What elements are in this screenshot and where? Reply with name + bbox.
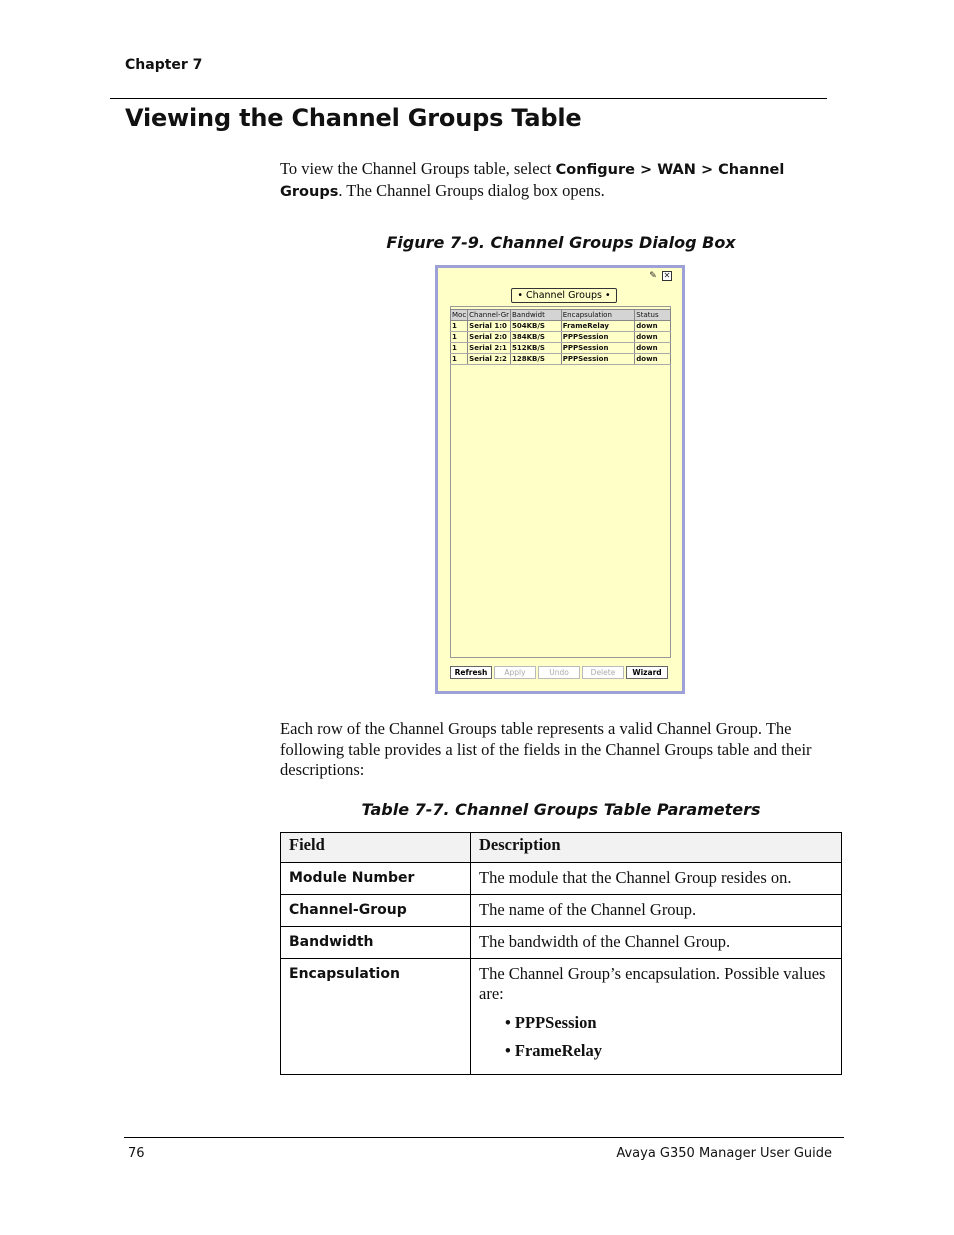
grid-header-row xyxy=(451,310,671,321)
grid-cell: 512KB/S xyxy=(511,343,562,354)
grid-cell: PPPSession xyxy=(561,343,635,354)
intro-paragraph xyxy=(280,159,845,202)
field-name: Channel-Group xyxy=(281,895,471,927)
grid-cell: down xyxy=(635,332,671,343)
guide-name: Avaya G350 Manager User Guide xyxy=(616,1146,832,1161)
channel-groups-table xyxy=(450,309,671,365)
values-list xyxy=(479,1012,833,1062)
grid-column-header[interactable]: Bandwidt xyxy=(511,310,562,321)
parameters-header-row xyxy=(281,833,842,863)
grid-cell: Serial 2:1 xyxy=(468,343,511,354)
delete-button[interactable]: Delete xyxy=(582,666,624,679)
footer-rule xyxy=(124,1137,844,1138)
header-rule xyxy=(110,98,827,99)
dialog-toolbar xyxy=(648,271,672,281)
list-item: • PPPSession xyxy=(505,1012,833,1034)
description-paragraph: Each row of the Channel Groups table represents a valid Channel Group. The following table provides a list of the fields in the Channel Groups table and their descriptions: xyxy=(280,719,812,779)
table-row xyxy=(281,895,842,927)
close-icon[interactable]: ✕ xyxy=(663,271,671,280)
grid-column-header[interactable]: Moc xyxy=(452,311,467,319)
grid-column-header[interactable]: Encapsulation xyxy=(561,310,635,321)
field-header: Field xyxy=(281,833,471,863)
grid-cell: Serial 2:2 xyxy=(468,354,511,365)
field-name: Bandwidth xyxy=(281,927,471,959)
field-description: The bandwidth of the Channel Group. xyxy=(471,927,842,959)
grid-cell: 1 xyxy=(451,332,468,343)
wizard-button[interactable]: Wizard xyxy=(626,666,668,679)
grid-cell: PPPSession xyxy=(561,354,635,365)
grid-cell: PPPSession xyxy=(561,332,635,343)
menu-path: Configure > WAN > Channel Groups xyxy=(280,162,785,200)
list-item: • FrameRelay xyxy=(505,1040,833,1062)
grid-cell: 384KB/S xyxy=(511,332,562,343)
field-description-cell xyxy=(471,959,842,1075)
grid-column-header[interactable]: Channel-Gr xyxy=(469,311,509,319)
channel-groups-grid xyxy=(450,306,671,658)
intro-text-after: . The Channel Groups dialog box opens. xyxy=(338,180,605,200)
field-description: The name of the Channel Group. xyxy=(471,895,842,927)
refresh-button[interactable]: Refresh xyxy=(450,666,492,679)
grid-cell: down xyxy=(635,354,671,365)
field-name: Module Number xyxy=(281,863,471,895)
table-row[interactable] xyxy=(451,343,671,354)
parameters-table xyxy=(280,832,842,1075)
grid-cell: 128KB/S xyxy=(511,354,562,365)
page-number: 76 xyxy=(128,1146,145,1161)
undo-button[interactable]: Undo xyxy=(538,666,580,679)
grid-cell: 1 xyxy=(451,354,468,365)
table-row xyxy=(281,959,842,1075)
grid-cell: down xyxy=(635,343,671,354)
table-row xyxy=(281,927,842,959)
grid-cell: 1 xyxy=(451,343,468,354)
intro-text-before: To view the Channel Groups table, select xyxy=(280,159,556,178)
dialog-title-button[interactable]: • Channel Groups • xyxy=(511,288,617,303)
grid-cell: Serial 2:0 xyxy=(468,332,511,343)
grid-column-header[interactable]: Status xyxy=(635,310,671,321)
field-description: The Channel Group’s encapsulation. Possible values are: xyxy=(479,964,826,1003)
grid-cell: 1 xyxy=(451,321,468,332)
chapter-label: Chapter 7 xyxy=(125,57,203,73)
grid-cell: Serial 1:0 xyxy=(468,321,511,332)
table-row[interactable] xyxy=(451,354,671,365)
section-title: Viewing the Channel Groups Table xyxy=(125,104,582,132)
table-row[interactable] xyxy=(451,332,671,343)
table-row[interactable] xyxy=(451,321,671,332)
channel-groups-dialog xyxy=(435,265,685,694)
dialog-button-bar xyxy=(450,666,668,679)
table-caption: Table 7-7. Channel Groups Table Parameters xyxy=(361,800,761,819)
grid-cell: FrameRelay xyxy=(561,321,635,332)
apply-button[interactable]: Apply xyxy=(494,666,536,679)
grid-cell: 504KB/S xyxy=(511,321,562,332)
field-description: The module that the Channel Group resides on. xyxy=(471,863,842,895)
description-header: Description xyxy=(471,833,842,863)
figure-caption: Figure 7-9. Channel Groups Dialog Box xyxy=(386,233,736,252)
grid-cell: down xyxy=(635,321,671,332)
table-row xyxy=(281,863,842,895)
help-icon[interactable]: ✎ xyxy=(649,271,657,281)
field-name: Encapsulation xyxy=(281,959,471,1075)
